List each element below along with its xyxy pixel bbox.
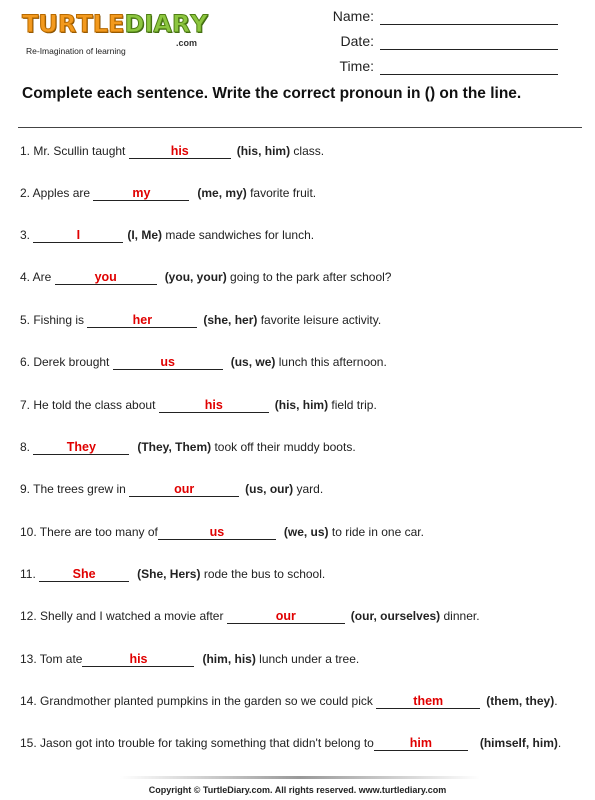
answer-text: his	[204, 398, 223, 412]
pronoun-choices: (our, ourselves)	[350, 609, 441, 623]
question-text: 3.	[20, 228, 34, 242]
logo-wordmark	[22, 10, 208, 38]
header-divider	[18, 127, 582, 128]
question-row	[20, 186, 316, 204]
logo-dotcom: .com	[176, 38, 198, 48]
question-row	[20, 567, 325, 585]
answer-blank[interactable]	[374, 736, 468, 751]
question-row	[20, 144, 324, 162]
answer-blank[interactable]	[159, 398, 269, 413]
answer-text: us	[209, 525, 225, 539]
pronoun-choices: (She, Hers)	[137, 567, 201, 581]
question-text: 11.	[20, 567, 40, 581]
pronoun-choices: (They, Them)	[137, 440, 212, 454]
question-text: 7. He told the class about	[20, 398, 159, 412]
question-text-end: field trip.	[328, 398, 377, 412]
question-text: 4. Are	[20, 270, 55, 284]
footer-divider	[120, 776, 480, 779]
logo-letter: R	[171, 10, 191, 38]
question-text-end: .	[554, 694, 558, 708]
turtle-diary-logo	[22, 10, 208, 62]
pronoun-choices: (him, his)	[202, 652, 256, 666]
question-text-end: favorite leisure activity.	[257, 313, 382, 327]
question-row	[20, 609, 480, 627]
student-info-fields	[320, 8, 580, 83]
question-text-end: yard.	[293, 482, 324, 496]
answer-blank[interactable]	[33, 228, 123, 243]
answer-blank[interactable]	[113, 355, 223, 370]
answer-text: her	[132, 313, 153, 327]
answer-blank[interactable]	[158, 525, 276, 540]
pronoun-choices: (we, us)	[283, 525, 329, 539]
question-text-end: lunch this afternoon.	[275, 355, 387, 369]
question-row	[20, 525, 424, 543]
field-line[interactable]	[380, 49, 558, 50]
question-text: 6. Derek brought	[20, 355, 113, 369]
question-text: 2. Apples are	[20, 186, 94, 200]
logo-letter: A	[153, 10, 172, 38]
question-row	[20, 355, 387, 373]
question-text: 5. Fishing is	[20, 313, 88, 327]
question-row	[20, 482, 323, 500]
question-text: 9. The trees grew in	[20, 482, 130, 496]
question-row	[20, 652, 359, 670]
answer-blank[interactable]	[129, 482, 239, 497]
logo-letter: T	[22, 10, 39, 38]
field-line[interactable]	[380, 24, 558, 25]
question-row	[20, 398, 377, 416]
question-text-end: to ride in one car.	[328, 525, 424, 539]
question-text-end: lunch under a tree.	[255, 652, 360, 666]
question-text-end: class.	[290, 144, 325, 158]
question-text: 14. Grandmother planted pumpkins in the garden so we could pick	[20, 694, 377, 708]
answer-blank[interactable]	[39, 567, 129, 582]
question-row	[20, 694, 558, 712]
pronoun-choices: (I, Me)	[127, 228, 163, 242]
question-text-end: dinner.	[440, 609, 480, 623]
time-field[interactable]	[320, 58, 580, 83]
pronoun-choices: (us, we)	[230, 355, 276, 369]
logo-letter: I	[144, 10, 154, 38]
name-field[interactable]	[320, 8, 580, 33]
answer-text: She	[72, 567, 96, 581]
answer-text: him	[409, 736, 432, 750]
answer-blank[interactable]	[93, 186, 189, 201]
field-line[interactable]	[380, 74, 558, 75]
logo-letter: E	[108, 10, 125, 38]
question-text: 8.	[20, 440, 34, 454]
answer-blank[interactable]	[87, 313, 197, 328]
question-row	[20, 736, 561, 754]
question-text: 10. There are too many of	[20, 525, 158, 539]
pronoun-choices: (himself, him)	[479, 736, 558, 750]
logo-letter: D	[124, 10, 145, 38]
logo-letter: L	[92, 10, 109, 38]
answer-blank[interactable]	[33, 440, 129, 455]
answer-text: our	[174, 482, 195, 496]
field-label: Date:	[340, 33, 374, 49]
logo-letter: Y	[190, 10, 208, 38]
answer-blank[interactable]	[129, 144, 231, 159]
question-text-end: favorite fruit.	[246, 186, 317, 200]
logo-letter: T	[76, 10, 93, 38]
instructions: Complete each sentence. Write the correct pronoun in () on the line.	[22, 85, 522, 102]
logo-letter: U	[38, 10, 58, 38]
pronoun-choices: (his, him)	[274, 398, 329, 412]
answer-text: his	[129, 652, 148, 666]
answer-blank[interactable]	[55, 270, 157, 285]
answer-text: our	[275, 609, 296, 623]
pronoun-choices: (me, my)	[197, 186, 247, 200]
logo-tagline: Re-Imagination of learning	[26, 46, 126, 56]
question-text-end: .	[557, 736, 562, 750]
field-label: Name:	[332, 8, 374, 24]
pronoun-choices: (she, her)	[203, 313, 258, 327]
question-text: 1. Mr. Scullin taught	[20, 144, 129, 158]
field-label: Time:	[339, 58, 374, 74]
pronoun-choices: (us, our)	[245, 482, 294, 496]
question-text: 12. Shelly and I watched a movie after	[20, 609, 227, 623]
answer-blank[interactable]	[376, 694, 480, 709]
question-row	[20, 313, 381, 331]
pronoun-choices: (you, your)	[164, 270, 227, 284]
date-field[interactable]	[320, 33, 580, 58]
question-text: 13. Tom ate	[20, 652, 83, 666]
question-text-end: going to the park after school?	[226, 270, 392, 284]
question-row	[20, 270, 391, 288]
answer-text: you	[94, 270, 117, 284]
answer-text: his	[170, 144, 189, 158]
answer-text: They	[66, 440, 96, 454]
question-text-end: made sandwiches for lunch.	[162, 228, 315, 242]
logo-letter: R	[57, 10, 77, 38]
answer-text: them	[413, 694, 444, 708]
answer-text: us	[160, 355, 176, 369]
copyright-footer: Copyright © TurtleDiary.com. All rights reserved. www.turtlediary.com	[148, 785, 447, 795]
question-text-end: took off their muddy boots.	[211, 440, 356, 454]
question-row	[20, 228, 314, 246]
answer-blank[interactable]	[227, 609, 345, 624]
question-text-end: rode the bus to school.	[200, 567, 326, 581]
pronoun-choices: (his, him)	[236, 144, 291, 158]
answer-blank[interactable]	[82, 652, 194, 667]
pronoun-choices: (them, they)	[486, 694, 555, 708]
answer-text: my	[132, 186, 151, 200]
question-text: 15. Jason got into trouble for taking something that didn't belong to	[20, 736, 374, 750]
question-row	[20, 440, 356, 458]
answer-text: I	[76, 228, 81, 242]
